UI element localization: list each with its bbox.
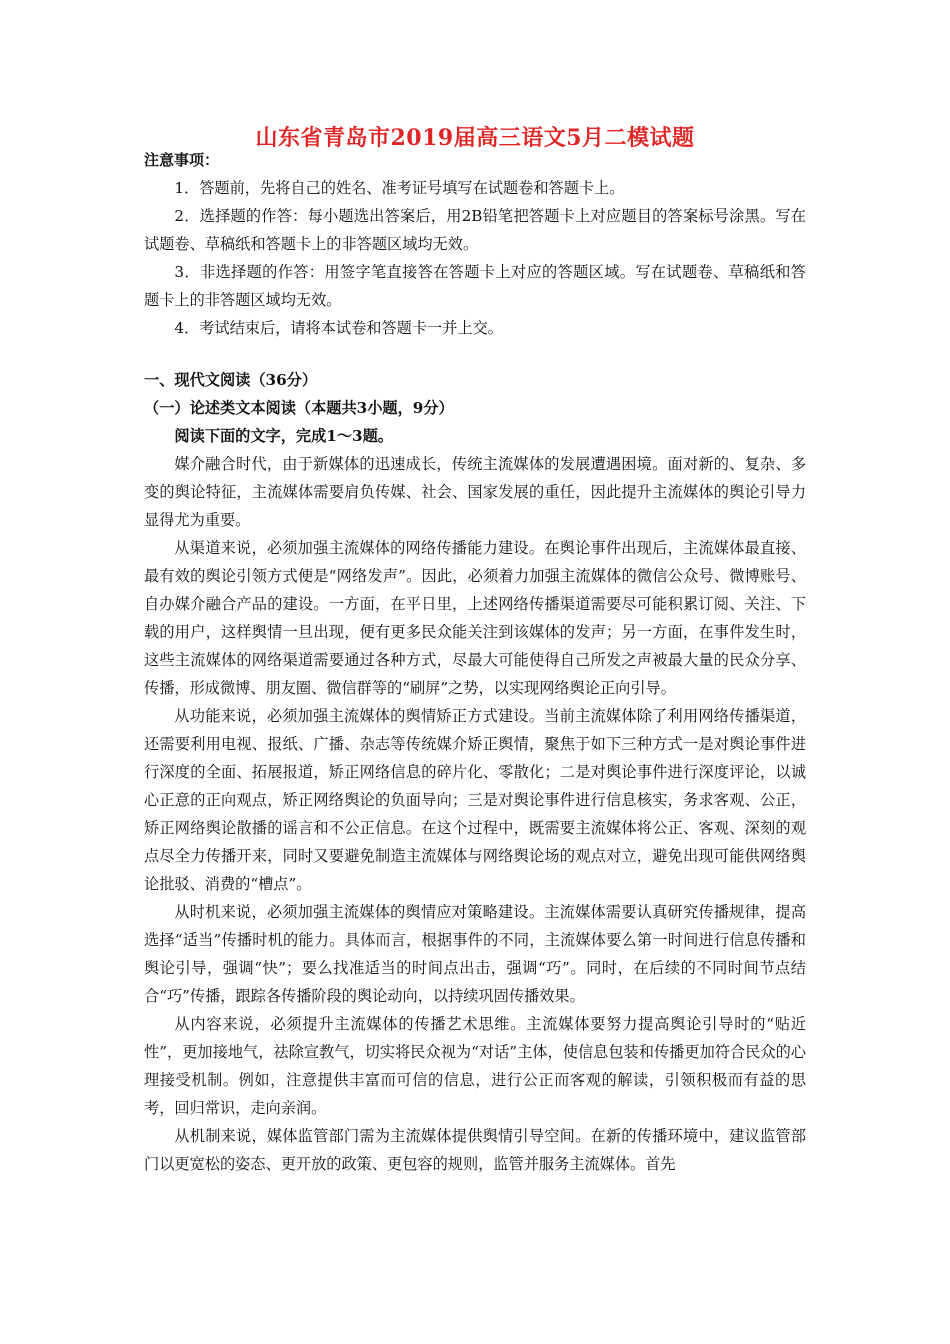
passage-paragraph: 媒介融合时代，由于新媒体的迅速成长，传统主流媒体的发展遭遇困境。面对新的、复杂、多变的舆论特征，主流媒体需要肩负传媒、社会、国家发展的重任，因此提升主流媒体的舆论引导力显得尤为重要。 <box>144 455 806 529</box>
exam-body <box>144 174 806 1178</box>
exam-title: 山东省青岛市2019届高三语文5月二模试题 <box>255 125 695 151</box>
passage-paragraph: 从时机来说，必须加强主流媒体的舆情应对策略建设。主流媒体需要认真研究传播规律，提高选择“适当”传播时机的能力。具体而言，根据事件的不同，主流媒体要么第一时间进行信息传播和舆论引导，强调“快”；要么找准适当的时间点出击，强调“巧”。同时，在后续的不同时间节点结合“巧”传播，跟踪各传播阶段的舆论动向，以持续巩固传播效果。 <box>144 903 806 1005</box>
section-heading: 一、现代文阅读（36分） <box>144 371 318 389</box>
notice-heading: 注意事项： <box>144 151 220 169</box>
passage-paragraph: 从功能来说，必须加强主流媒体的舆情矫正方式建设。当前主流媒体除了利用网络传播渠道，还需要利用电视、报纸、广播、杂志等传统媒介矫正舆情，聚焦于如下三种方式一是对舆论事件进行深度的全面、拓展报道，矫正网络信息的碎片化、零散化；二是对舆论事件进行深度评论，以诚心正意的正向观点，矫正网络舆论的负面导向；三是对舆论事件进行信息核实，务求客观、公正，矫正网络舆论散播的谣言和不公正信息。在这个过程中，既需要主流媒体将公正、客观、深刻的观点尽全力传播开来，同时又要避免制造主流媒体与网络舆论场的观点对立，避免出现可能供网络舆论批驳、消费的“槽点”。 <box>144 707 806 893</box>
passage-paragraph: 从机制来说，媒体监管部门需为主流媒体提供舆情引导空间。在新的传播环境中，建议监管部门以更宽松的姿态、更开放的政策、更包容的规则，监管并服务主流媒体。首先 <box>144 1127 806 1173</box>
notice-item: 2．选择题的作答：每小题选出答案后，用2B铅笔把答题卡上对应题目的答案标号涂黑。写在试题卷、草稿纸和答题卡上的非答题区域均无效。 <box>144 207 806 253</box>
passage-paragraph: 从内容来说，必须提升主流媒体的传播艺术思维。主流媒体要努力提高舆论引导时的“贴近性”，更加接地气，祛除宣教气，切实将民众视为“对话”主体，使信息包装和传播更加符合民众的心理接受机制。例如，注意提供丰富而可信的信息，进行公正而客观的解读，引领积极而有益的思考，回归常识，走向亲润。 <box>144 1015 806 1117</box>
notice-item: 4．考试结束后，请将本试卷和答题卡一并上交。 <box>174 319 503 337</box>
notice-item: 1．答题前，先将自己的姓名、准考证号填写在试题卷和答题卡上。 <box>174 179 625 197</box>
subsection-heading: （一）论述类文本阅读（本题共3小题，9分） <box>144 399 454 417</box>
passage-paragraph: 从渠道来说，必须加强主流媒体的网络传播能力建设。在舆论事件出现后，主流媒体最直接、最有效的舆论引领方式便是“网络发声”。因此，必须着力加强主流媒体的微信公众号、微博账号、自办媒介融合产品的建设。一方面，在平日里，上述网络传播渠道需要尽可能积累订阅、关注、下载的用户，这样舆情一旦出现，便有更多民众能关注到该媒体的发声；另一方面，在事件发生时，这些主流媒体的网络渠道需要通过各种方式，尽最大可能使得自己所发之声被最大量的民众分享、传播，形成微博、朋友圈、微信群等的“刷屏”之势，以实现网络舆论正向引导。 <box>144 539 806 697</box>
notice-item: 3．非选择题的作答：用签字笔直接答在答题卡上对应的答题区域。写在试题卷、草稿纸和答题卡上的非答题区域均无效。 <box>144 263 806 309</box>
spacer <box>144 342 806 360</box>
reading-instruction: 阅读下面的文字，完成1～3题。 <box>174 427 393 445</box>
